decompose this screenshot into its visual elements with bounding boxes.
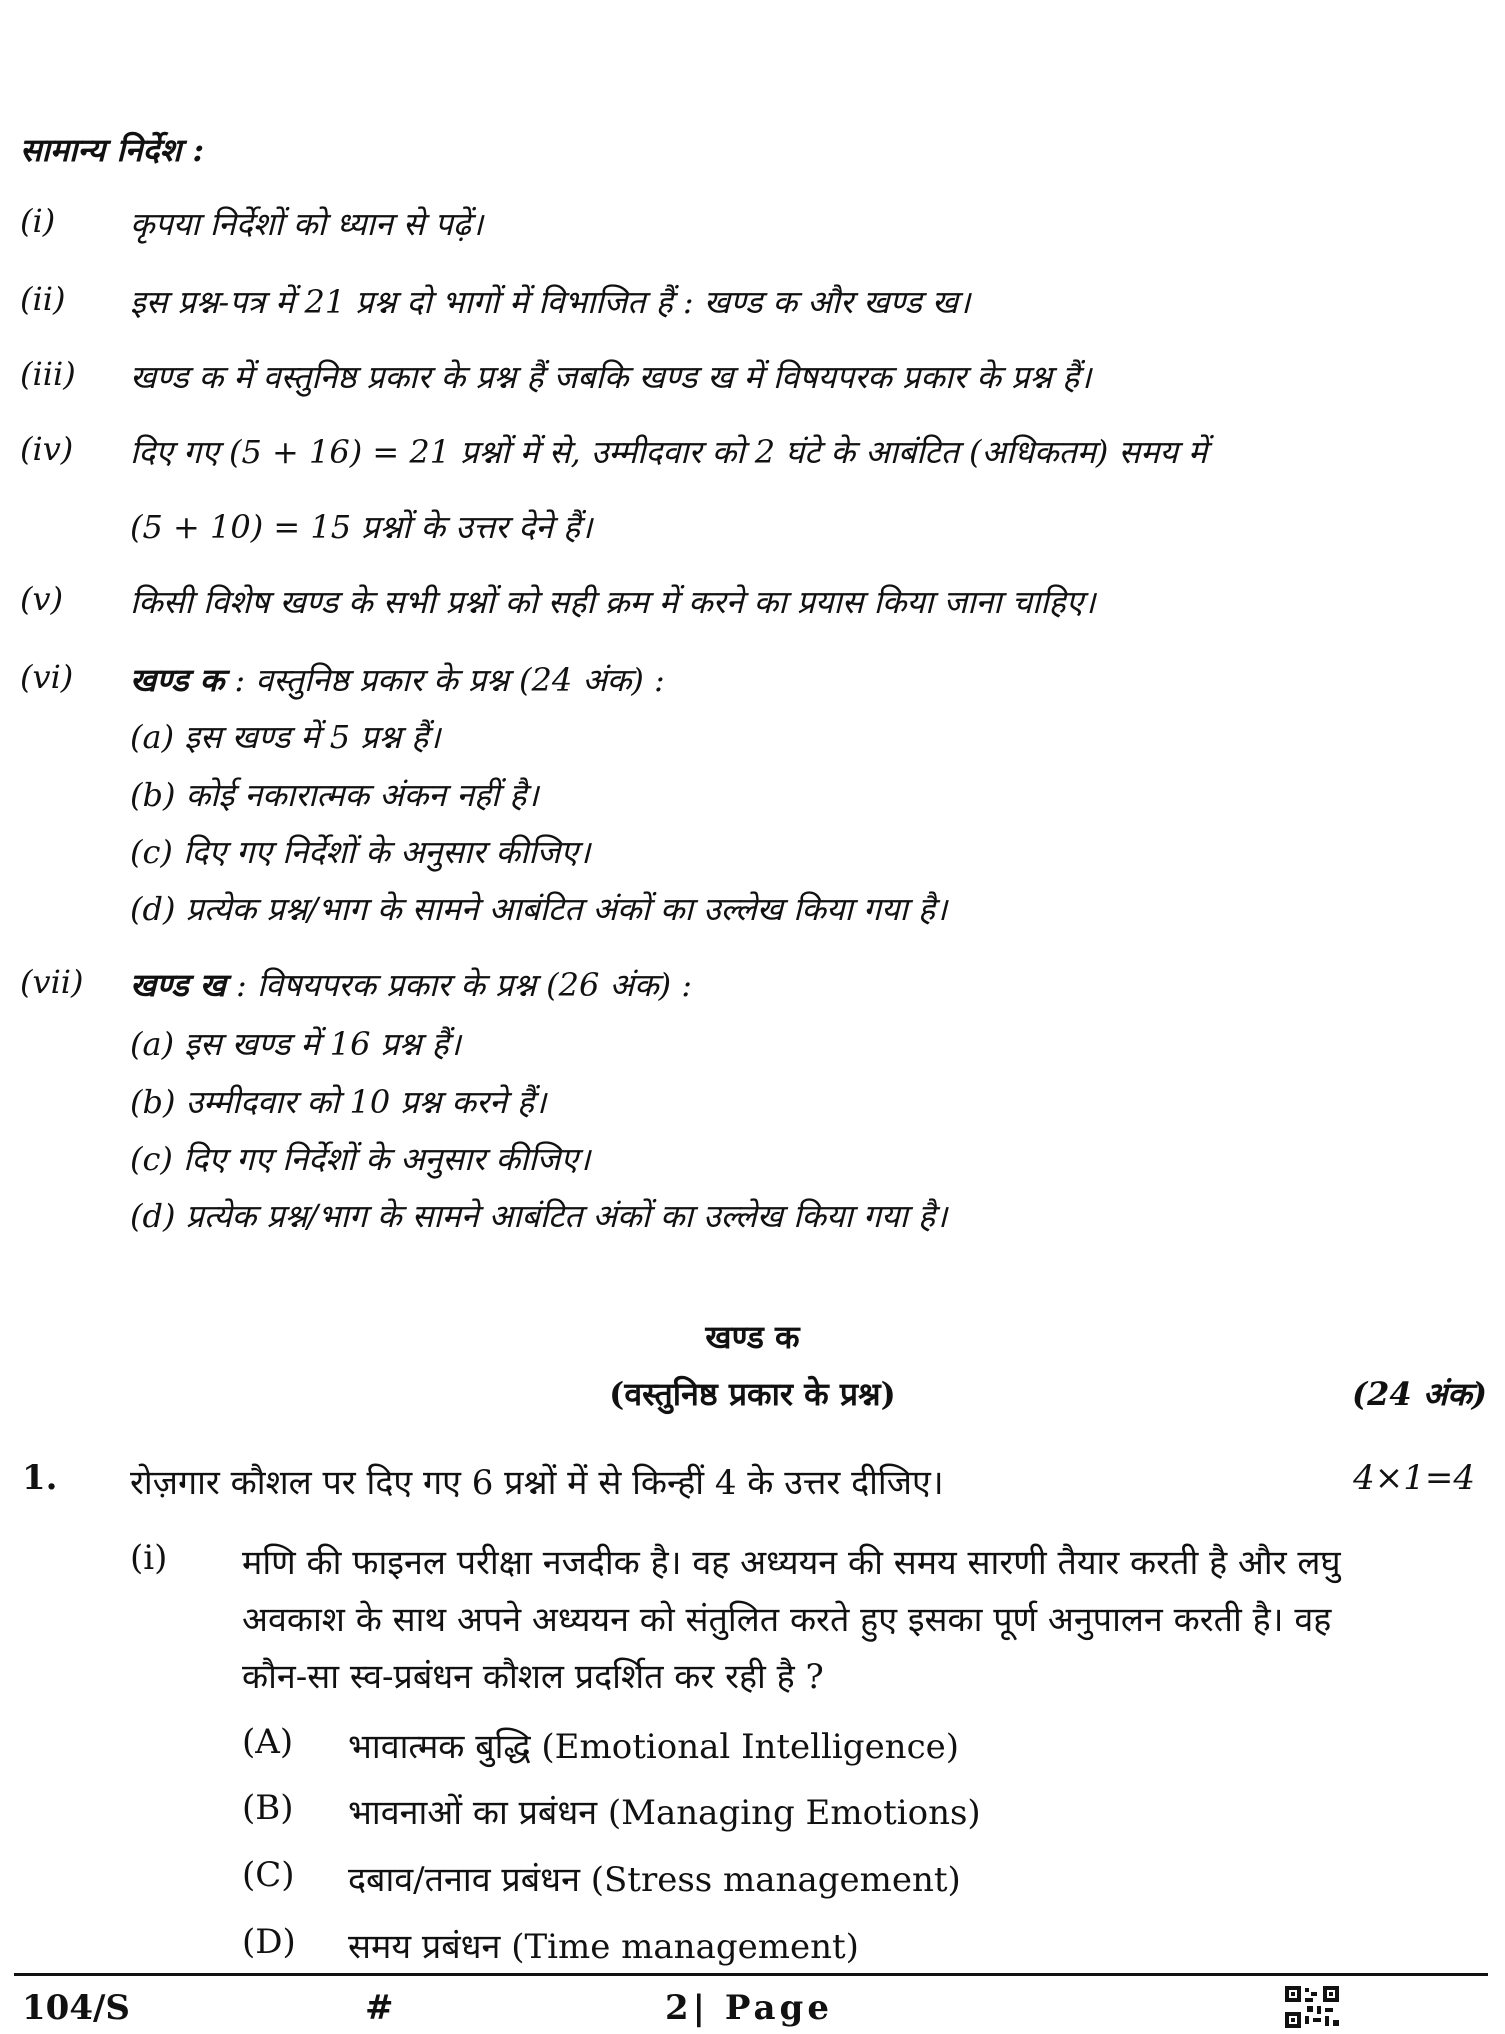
option-text: दबाव/तनाव प्रबंधन (Stress management) xyxy=(348,1860,961,1900)
instruction-number: (v) xyxy=(20,580,64,618)
option-label: (C) xyxy=(242,1855,295,1895)
instructions-title: सामान्य निर्देश : xyxy=(20,131,205,169)
section-head: खण्ड क xyxy=(130,661,225,699)
instruction-text: खण्ड क में वस्तुनिष्ठ प्रकार के प्रश्न हैं जबकि खण्ड ख में विषयपरक प्रकार के प्रश्न हैं। xyxy=(130,358,1092,396)
question-marks: 4×1=4 xyxy=(1353,1458,1475,1498)
sub-instruction: (a) इस खण्ड में 5 प्रश्न हैं। xyxy=(130,718,441,756)
hash-symbol: # xyxy=(365,1988,394,2028)
option-text: भावनाओं का प्रबंधन (Managing Emotions) xyxy=(348,1793,981,1833)
section-marks: (24 अंक) xyxy=(1352,1375,1487,1413)
section-desc: : वस्तुनिष्ठ प्रकार के प्रश्न (24 अंक) : xyxy=(234,661,665,699)
instruction-text: दिए गए (5 + 16) = 21 प्रश्नों में से, उम्मीदवार को 2 घंटे के आबंटित (अधिकतम) समय में xyxy=(130,433,1208,471)
option-label: (D) xyxy=(242,1922,296,1962)
sub-instruction: (d) प्रत्येक प्रश्न/भाग के सामने आबंटित अंकों का उल्लेख किया गया है। xyxy=(130,1197,948,1235)
option-label: (B) xyxy=(242,1788,294,1828)
page-number: 2| Page xyxy=(665,1988,833,2028)
part-text-line: कौन-सा स्व-प्रबंधन कौशल प्रदर्शित कर रही है ? xyxy=(242,1657,824,1697)
section-desc: : विषयपरक प्रकार के प्रश्न (26 अंक) : xyxy=(236,966,693,1004)
instruction-text: कृपया निर्देशों को ध्यान से पढ़ें। xyxy=(130,205,484,243)
sub-instruction: (c) दिए गए निर्देशों के अनुसार कीजिए। xyxy=(130,833,591,871)
instruction-number: (i) xyxy=(20,202,56,240)
instruction-text: किसी विशेष खण्ड के सभी प्रश्नों को सही क्रम में करने का प्रयास किया जाना चाहिए। xyxy=(130,583,1096,621)
part-text-line: अवकाश के साथ अपने अध्ययन को संतुलित करते हुए इसका पूर्ण अनुपालन करती है। वह xyxy=(242,1600,1332,1640)
paper-code: 104/S xyxy=(22,1988,130,2028)
option-text: समय प्रबंधन (Time management) xyxy=(348,1927,859,1967)
footer-rule xyxy=(14,1973,1488,1976)
instruction-number: (ii) xyxy=(20,280,66,318)
section-subtitle: (वस्तुनिष्ठ प्रकार के प्रश्न) xyxy=(609,1375,896,1413)
instruction-number: (iii) xyxy=(20,355,76,393)
option-text: भावात्मक बुद्धि (Emotional Intelligence) xyxy=(348,1727,960,1767)
option-label: (A) xyxy=(242,1722,294,1762)
section-head: खण्ड ख xyxy=(130,966,226,1004)
instruction-text-continued: (5 + 10) = 15 प्रश्नों के उत्तर देने हैं। xyxy=(130,508,593,546)
sub-instruction: (c) दिए गए निर्देशों के अनुसार कीजिए। xyxy=(130,1140,591,1178)
instruction-text: इस प्रश्न-पत्र में 21 प्रश्न दो भागों में विभाजित हैं : खण्ड क और खण्ड ख। xyxy=(130,283,971,321)
sub-instruction: (b) उम्मीदवार को 10 प्रश्न करने हैं। xyxy=(130,1083,547,1121)
part-text-line: मणि की फाइनल परीक्षा नजदीक है। वह अध्ययन की समय सारणी तैयार करती है और लघु xyxy=(242,1543,1341,1583)
sub-instruction: (a) इस खण्ड में 16 प्रश्न हैं। xyxy=(130,1025,461,1063)
question-number: 1. xyxy=(22,1458,58,1498)
instruction-number: (iv) xyxy=(20,430,74,468)
instruction-number: (vii) xyxy=(20,963,84,1001)
instruction-section-line xyxy=(130,963,692,1006)
instruction-number: (vi) xyxy=(20,658,74,696)
section-title: खण्ड क xyxy=(705,1318,800,1356)
question-text: रोज़गार कौशल पर दिए गए 6 प्रश्नों में से किन्हीं 4 के उत्तर दीजिए। xyxy=(130,1463,944,1503)
part-number: (i) xyxy=(130,1538,168,1578)
sub-instruction: (b) कोई नकारात्मक अंकन नहीं है। xyxy=(130,776,539,814)
qr-code-icon xyxy=(1283,1984,1341,2030)
instruction-section-line xyxy=(130,658,665,701)
sub-instruction: (d) प्रत्येक प्रश्न/भाग के सामने आबंटित अंकों का उल्लेख किया गया है। xyxy=(130,890,948,928)
